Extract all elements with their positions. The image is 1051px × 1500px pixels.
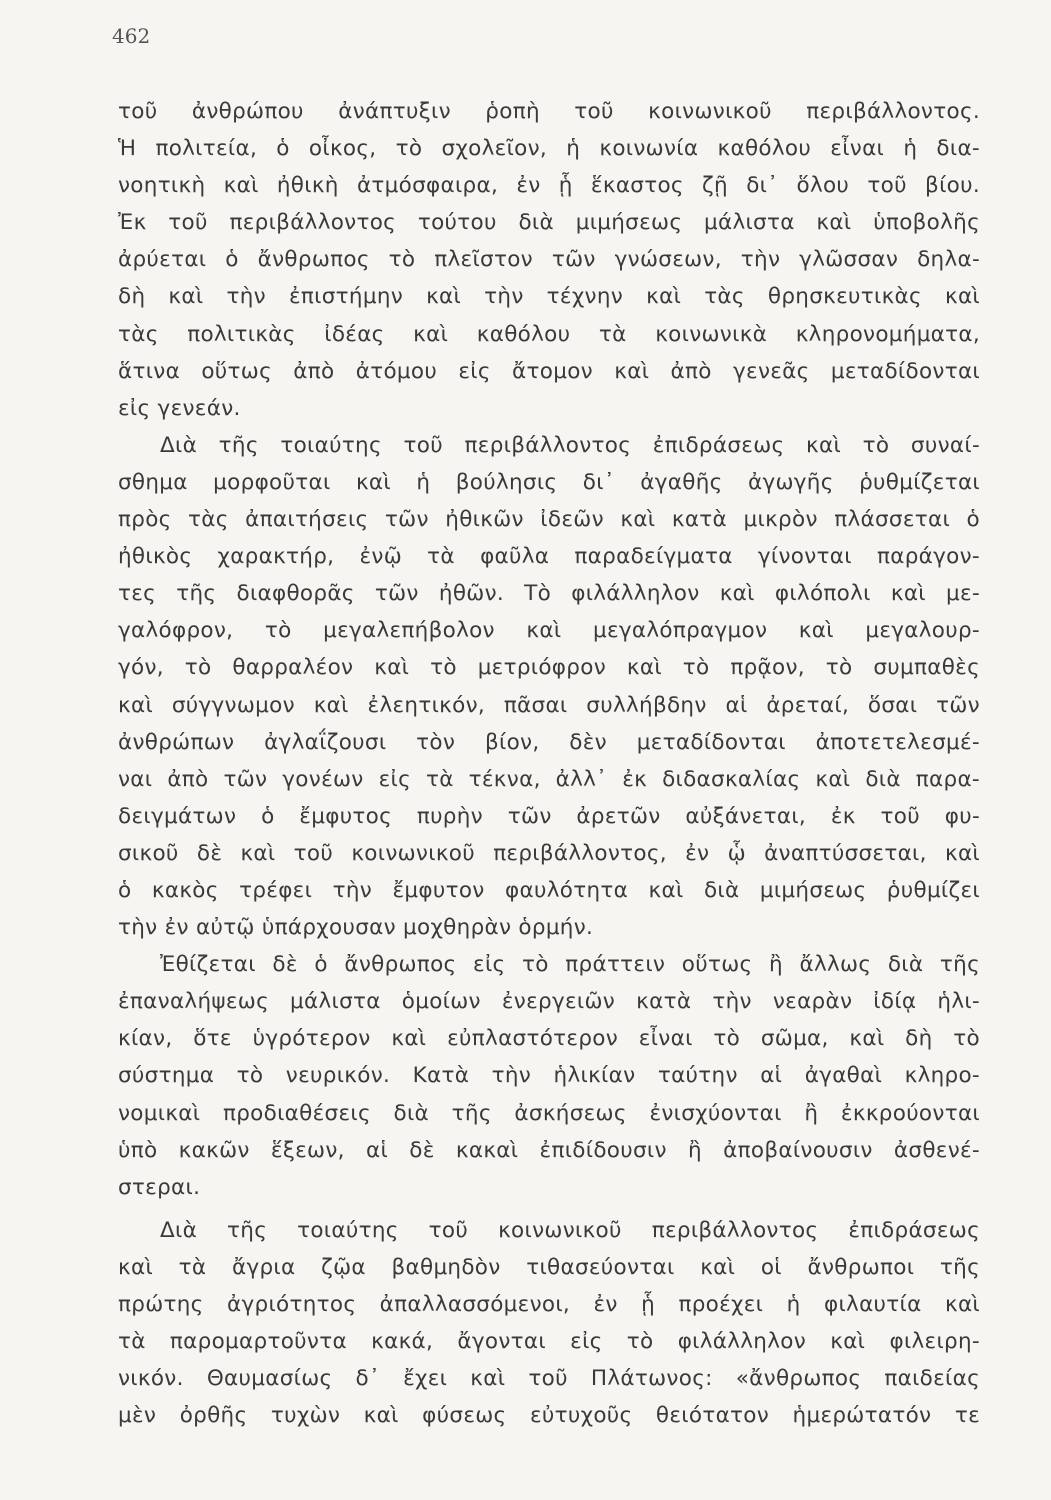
text-line: τὰς πολιτικὰς ἰδέας καὶ καθόλου τὰ κοινωνικὰ κληρονομήματα, xyxy=(118,321,980,347)
text-line: ὁ κακὸς τρέφει τὴν ἔμφυτον φαυλότητα καὶ διὰ μιμήσεως ῥυθμίζει xyxy=(118,877,980,903)
text-line: καὶ τὰ ἄγρια ζῷα βαθμηδὸν τιθασεύονται καὶ οἱ ἄνθρωποι τῆς xyxy=(118,1254,980,1280)
text-line: γαλόφρον, τὸ μεγαλεπήβολον καὶ μεγαλόπραγμον καὶ μεγαλουρ- xyxy=(118,618,980,644)
body-text xyxy=(118,93,980,1434)
text-line: σικοῦ δὲ καὶ τοῦ κοινωνικοῦ περιβάλλοντος, ἐν ᾧ ἀναπτύσσεται, καὶ xyxy=(118,840,980,866)
text-line: Ἡ πολιτεία, ὁ οἶκος, τὸ σχολεῖον, ἡ κοινωνία καθόλου εἶναι ἡ δια- xyxy=(118,136,980,162)
text-line: Διὰ τῆς τοιαύτης τοῦ κοινωνικοῦ περιβάλλοντος ἐπιδράσεως xyxy=(160,1217,980,1243)
text-line: κίαν, ὅτε ὑγρότερον καὶ εὐπλαστότερον εἶναι τὸ σῶμα, καὶ δὴ τὸ xyxy=(118,1026,980,1052)
paragraph-1 xyxy=(118,93,980,427)
text-line: καὶ σύγγνωμον καὶ ἐλεητικόν, πᾶσαι συλλήβδην αἱ ἀρεταί, ὅσαι τῶν xyxy=(118,692,980,718)
text-line: ἀνθρώπων ἀγλαΐζουσι τὸν βίον, δὲν μεταδίδονται ἀποτετελεσμέ- xyxy=(118,729,980,755)
text-line: γόν, τὸ θαρραλέον καὶ τὸ μετριόφρον καὶ τὸ πρᾷον, τὸ συμπαθὲς xyxy=(118,655,980,681)
page-number: 462 xyxy=(112,24,151,48)
text-line: τὰ παρομαρτοῦντα κακά, ἄγονται εἰς τὸ φιλάλληλον καὶ φιλειρη- xyxy=(118,1329,980,1355)
text-line: ἠθικὸς χαρακτήρ, ἐνῷ τὰ φαῦλα παραδείγματα γίνονται παράγον- xyxy=(118,544,980,570)
text-line: σθημα μορφοῦται καὶ ἡ βούλησις δι᾽ ἀγαθῆς ἀγωγῆς ῥυθμίζεται xyxy=(118,469,980,495)
text-line: Ἐκ τοῦ περιβάλλοντος τούτου διὰ μιμήσεως μάλιστα καὶ ὑποβολῆς xyxy=(118,210,980,236)
paragraph-4 xyxy=(118,1212,980,1435)
text-line: ἐπαναλήψεως μάλιστα ὁμοίων ἐνεργειῶν κατὰ τὴν νεαρὰν ἰδίᾳ ἡλι- xyxy=(118,989,980,1015)
text-line: ὑπὸ κακῶν ἕξεων, αἱ δὲ κακαὶ ἐπιδίδουσιν ἢ ἀποβαίνουσιν ἀσθενέ- xyxy=(118,1137,980,1163)
paragraph-3 xyxy=(118,946,980,1206)
text-line: νοητικὴ καὶ ἠθικὴ ἀτμόσφαιρα, ἐν ᾗ ἕκαστος ζῇ δι᾽ ὅλου τοῦ βίου. xyxy=(118,173,980,199)
text-line: νομικαὶ προδιαθέσεις διὰ τῆς ἀσκήσεως ἐνισχύονται ἢ ἐκκρούονται xyxy=(118,1100,980,1126)
text-line: τὴν ἐν αὐτῷ ὑπάρχουσαν μοχθηρὰν ὁρμήν. xyxy=(118,915,594,941)
text-line: νικόν. Θαυμασίως δ᾽ ἔχει καὶ τοῦ Πλάτωνος: «ἄνθρωπος παιδείας xyxy=(118,1366,980,1392)
text-line: Διὰ τῆς τοιαύτης τοῦ περιβάλλοντος ἐπιδράσεως καὶ τὸ συναί- xyxy=(160,432,980,458)
text-line: ἀρύεται ὁ ἄνθρωπος τὸ πλεῖστον τῶν γνώσεων, τὴν γλῶσσαν δηλα- xyxy=(118,247,980,273)
text-line: Ἐθίζεται δὲ ὁ ἄνθρωπος εἰς τὸ πράττειν οὕτως ἢ ἄλλως διὰ τῆς xyxy=(160,952,980,978)
text-line: πρώτης ἀγριότητος ἀπαλλασσόμενοι, ἐν ᾗ προέχει ἡ φιλαυτία καὶ xyxy=(118,1292,980,1317)
text-line: μὲν ὀρθῆς τυχὼν καὶ φύσεως εὐτυχοῦς θειότατον ἡμερώτατόν τε xyxy=(118,1403,980,1429)
text-line: ἅτινα οὕτως ἀπὸ ἀτόμου εἰς ἄτομον καὶ ἀπὸ γενεᾶς μεταδίδονται xyxy=(118,358,980,384)
text-line: τες τῆς διαφθορᾶς τῶν ἠθῶν. Τὸ φιλάλληλον καὶ φιλόπολι καὶ με- xyxy=(118,581,980,607)
text-line: δειγμάτων ὁ ἔμφυτος πυρὴν τῶν ἀρετῶν αὐξάνεται, ἐκ τοῦ φυ- xyxy=(118,803,980,829)
text-line: τοῦ ἀνθρώπου ἀνάπτυξιν ῥοπὴ τοῦ κοινωνικοῦ περιβάλλοντος. xyxy=(118,99,980,124)
paragraph-2 xyxy=(118,427,980,946)
text-line: πρὸς τὰς ἀπαιτήσεις τῶν ἠθικῶν ἰδεῶν καὶ κατὰ μικρὸν πλάσσεται ὁ xyxy=(118,507,980,533)
text-line: δὴ καὶ τὴν ἐπιστήμην καὶ τὴν τέχνην καὶ τὰς θρησκευτικὰς καὶ xyxy=(118,284,980,310)
text-line: εἰς γενεάν. xyxy=(118,395,241,421)
text-line: σύστημα τὸ νευρικόν. Κατὰ τὴν ἡλικίαν ταύτην αἱ ἀγαθαὶ κληρο- xyxy=(118,1063,980,1089)
text-line: ναι ἀπὸ τῶν γονέων εἰς τὰ τέκνα, ἀλλ᾽ ἐκ διδασκαλίας καὶ διὰ παρα- xyxy=(118,766,980,792)
text-line: στεραι. xyxy=(118,1174,201,1200)
